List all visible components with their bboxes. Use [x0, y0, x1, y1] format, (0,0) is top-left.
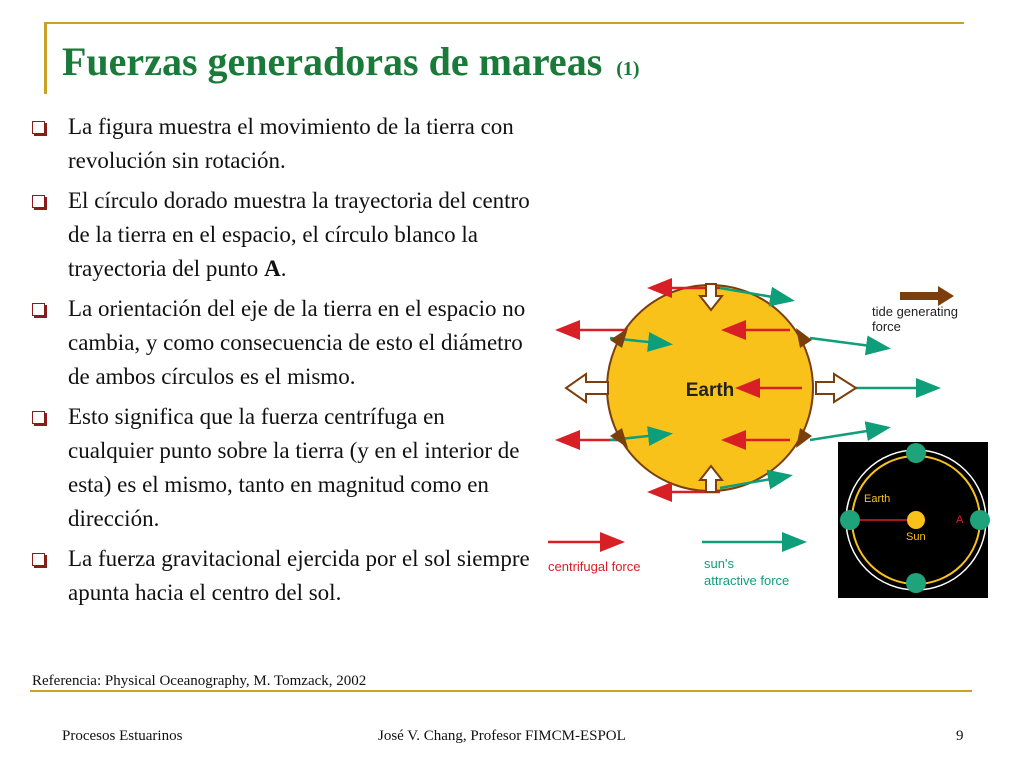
bullet-item [32, 542, 532, 610]
bottom-rule [30, 690, 972, 692]
legend-tide-label: tide generating [872, 304, 959, 319]
inset-earth-left [840, 510, 860, 530]
bullet-text: Esto significa que la fuerza centrífuga en cualquier punto sobre la tierra (y en el interior de esta) es el mismo, tanto en magnitud como en dirección. [68, 404, 520, 531]
bullet-item [32, 292, 532, 394]
hollow-arrow-right [816, 374, 856, 402]
legend-tide-arrow [900, 286, 954, 306]
legend-tide-label-2: force [872, 319, 901, 334]
hollow-arrow-left [566, 374, 608, 402]
bullet-text: La orientación del eje de la tierra en el espacio no cambia, y como consecuencia de esto el diámetro de ambos círculos es el mismo. [68, 296, 526, 389]
sun-force-arrow [810, 428, 886, 440]
footer-center: José V. Chang, Profesor FIMCM-ESPOL [378, 728, 626, 744]
inset-sun-label: Sun [906, 531, 926, 543]
checkbox-bullet-icon [32, 411, 45, 424]
bullet-item [32, 110, 532, 178]
legend-sun-label-1: sun's [704, 556, 734, 571]
legend-centrifugal-label: centrifugal force [548, 559, 641, 574]
legend-sun-label-2: attractive force [704, 573, 790, 588]
sun-force-arrow [810, 338, 886, 348]
orbit-inset [838, 442, 990, 598]
inset-earth-label: Earth [864, 493, 891, 505]
inset-earth-top [906, 443, 926, 463]
tide-diagram [530, 270, 1024, 610]
earth-label: Earth [685, 380, 735, 401]
bullet-text: La fuerza gravitacional ejercida por el sol siempre apunta hacia el centro del sol. [68, 546, 530, 605]
bullet-text: El círculo dorado muestra la trayectoria del centro de la tierra en el espacio, el círculo blanco la trayectoria del punto [68, 188, 530, 281]
bullet-text: La figura muestra el movimiento de la tierra con revolución sin rotación. [68, 114, 514, 173]
slide-title [62, 38, 640, 85]
top-rule [44, 22, 964, 24]
slide-title-note: (1) [616, 58, 640, 80]
inset-earth-right [970, 510, 990, 530]
bullet-bold: A [264, 256, 281, 281]
bullet-item [32, 184, 532, 286]
inset-point-label: A [956, 514, 964, 526]
bullet-list [32, 110, 532, 616]
checkbox-bullet-icon [32, 553, 45, 566]
footer-left: Procesos Estuarinos [62, 728, 183, 744]
checkbox-bullet-icon [32, 195, 45, 208]
inset-sun [907, 511, 925, 529]
slide-title-text: Fuerzas generadoras de mareas [62, 39, 603, 84]
title-accent-bar [44, 22, 47, 94]
page-number: 9 [956, 728, 964, 744]
checkbox-bullet-icon [32, 303, 45, 316]
bullet-item [32, 400, 532, 536]
reference-text: Referencia: Physical Oceanography, M. Tomzack, 2002 [32, 673, 367, 689]
bullet-tail: . [280, 256, 287, 281]
checkbox-bullet-icon [32, 121, 45, 134]
inset-earth-bottom [906, 573, 926, 593]
